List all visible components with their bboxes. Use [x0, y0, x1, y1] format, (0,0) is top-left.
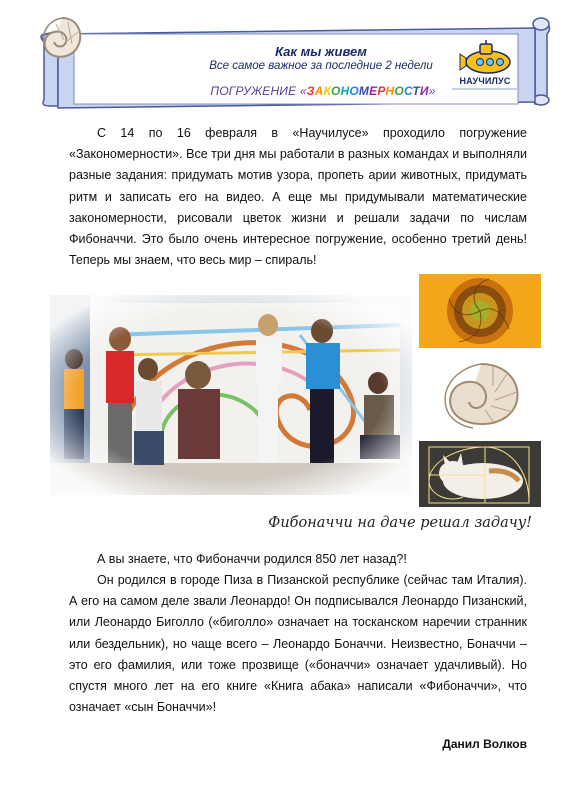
- nautilus-logo-icon: [38, 14, 86, 64]
- topic-letter: З: [306, 84, 315, 98]
- topic-letter: И: [419, 84, 429, 98]
- topic-letter: Н: [340, 84, 350, 98]
- topic-letter: М: [358, 84, 370, 98]
- story-paragraph: Он родился в городе Пиза в Пизанской республике (сейчас там Италия). А его на самом деле звали Леонардо! Он подписывался Леонардо Пизанский, или Леонардо Биголло («биголло» означает на тосканском наречии странник или бездельник), но чаще всего – Леонардо Боначчи. Неизвестно, Боначчи – это его фамилия, или тоже прозвище («боначчи» означает удачливый). Но спустя много лет на его книге «Книга абака» написали «Фибоначчи», что означает «сын Боначчи»!: [69, 573, 527, 715]
- topic-letter: А: [314, 84, 324, 98]
- immersion-topic: [188, 84, 458, 98]
- topic-letter: О: [394, 84, 404, 98]
- intro-paragraph: С 14 по 16 февраля в «Научилусе» проходило погружение «Закономерности». Все три дня мы работали в разных командах и выполняли разные задания: придумать мотив узора, пропеть арии животных, придумать ритм и записать его на видео. А еще мы придумывали математические закономерности, рисовали цветок жизни и решали задачи по числам Фибоначчи. Это было очень интересное погружение, особенно третий день! Теперь мы знаем, что весь мир – спираль!: [69, 126, 527, 268]
- topic-letter: Е: [369, 84, 378, 98]
- topic-letter: С: [403, 84, 413, 98]
- cat-golden-spiral-image: [419, 441, 541, 507]
- brand-name: НАУЧИЛУС: [459, 76, 511, 86]
- main-photo-children-painting: [50, 295, 412, 495]
- newsletter-subtitle: Все самое важное за последние 2 недели: [209, 60, 433, 72]
- topic-letter: О: [349, 84, 359, 98]
- topic-letter: Т: [412, 84, 420, 98]
- topic-letter: О: [330, 84, 341, 98]
- newsletter-title: Как мы живем: [275, 44, 367, 59]
- topic-prefix: ПОГРУЖЕНИЕ «: [210, 84, 307, 98]
- topic-letter: Р: [377, 84, 386, 98]
- submarine-icon: [450, 38, 520, 78]
- nautilus-shell-image: [433, 358, 529, 432]
- topic-letter: К: [323, 84, 331, 98]
- topic-suffix: »: [428, 84, 436, 98]
- brand-logo: [450, 38, 520, 96]
- brand-tagline-line: [452, 88, 518, 90]
- topic-word: [307, 84, 429, 98]
- header-banner: [38, 14, 553, 120]
- question-paragraph: А вы знаете, что Фибоначчи родился 850 лет назад?!: [97, 552, 407, 566]
- photo-caption: Фибоначчи на даче решал задачу!: [268, 515, 532, 531]
- author-signature: Данил Волков: [442, 737, 527, 751]
- sunflower-spiral-image: [419, 274, 541, 348]
- topic-letter: Н: [385, 84, 395, 98]
